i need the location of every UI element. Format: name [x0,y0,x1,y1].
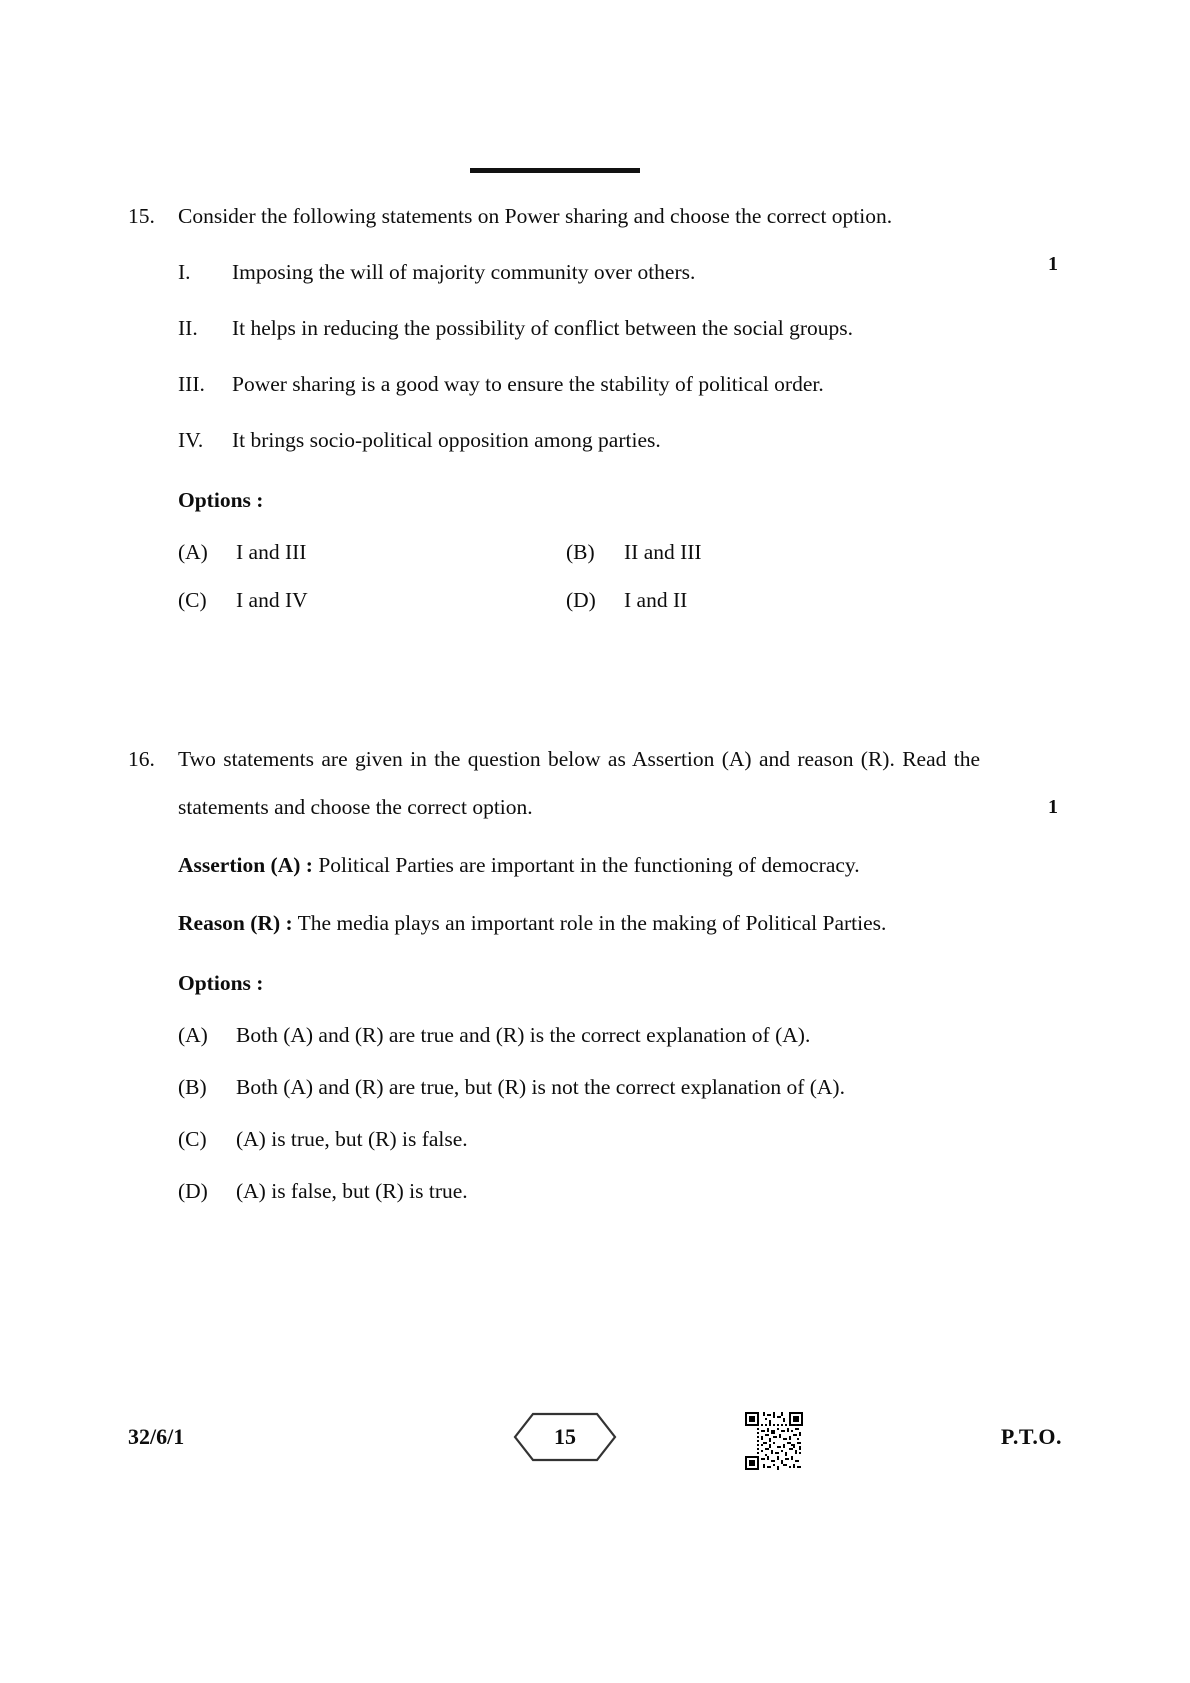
assertion-text: Political Parties are important in the functioning of democracy. [318,853,860,877]
turn-over-label: P.T.O. [1000,1424,1062,1449]
reason-text: The media plays an important role in the making of Political Parties. [297,911,887,935]
question-block-15 [128,192,1058,624]
option-key: (B) [566,540,595,564]
question-16-marks: 1 [1048,796,1058,818]
statement-text: It brings socio-political opposition among parties. [232,428,661,452]
option-key: (C) [178,588,207,612]
option-b[interactable] [178,1063,976,1111]
reason-label: Reason (R) : [178,911,293,935]
option-key: (A) [178,540,208,564]
option-d[interactable] [178,1167,976,1215]
question-15-options [178,528,1058,624]
option-text: II and III [624,540,702,564]
statement-text: It helps in reducing the possibility of conflict between the social groups. [232,316,853,340]
statement-text: Imposing the will of majority community over others. [232,260,696,284]
question-15-statements [128,248,1058,464]
option-row [178,576,1058,624]
option-key: (D) [566,588,596,612]
option-text: (A) is true, but (R) is false. [236,1127,468,1151]
statement-item [128,416,980,464]
option-a[interactable] [178,528,566,576]
question-15-options-heading: Options : [178,488,264,512]
option-c[interactable] [178,576,566,624]
section-divider-rule [470,168,640,173]
option-key: (A) [178,1023,208,1047]
option-key: (B) [178,1075,207,1099]
assertion-block [178,841,980,889]
reason-block [178,899,980,947]
question-16-text: Two statements are given in the question below as Assertion (A) and reason (R). Read the statements and choose the correct option. [178,747,980,819]
option-text: (A) is false, but (R) is true. [236,1179,468,1203]
option-key: (C) [178,1127,207,1151]
question-16-options [178,1011,1058,1215]
question-16-header [128,735,1058,831]
statement-item [128,304,980,352]
option-c[interactable] [178,1115,976,1163]
qr-code [745,1412,803,1470]
option-b[interactable] [566,528,954,576]
option-text: I and III [236,540,307,564]
option-d[interactable] [566,576,954,624]
question-block-16 [128,735,1058,1215]
statement-roman-numeral: I. [178,260,191,284]
option-a[interactable] [178,1011,976,1059]
option-text: I and IV [236,588,308,612]
statement-roman-numeral: III. [178,372,205,396]
option-key: (D) [178,1179,208,1203]
statement-roman-numeral: II. [178,316,198,340]
option-text: I and II [624,588,688,612]
question-15-marks: 1 [1048,253,1058,275]
page-number-badge [513,1412,617,1462]
question-15-number: 15. [128,204,155,228]
option-text: Both (A) and (R) are true, but (R) is not the correct explanation of (A). [236,1075,845,1099]
option-text: Both (A) and (R) are true and (R) is the correct explanation of (A). [236,1023,811,1047]
page-number: 15 [554,1424,576,1449]
statement-item [128,360,980,408]
statement-text: Power sharing is a good way to ensure the stability of political order. [232,372,824,396]
question-16-options-heading: Options : [178,971,264,995]
question-16-number: 16. [128,747,155,771]
page-footer [128,1410,1062,1490]
assertion-label: Assertion (A) : [178,853,313,877]
statement-item [128,248,980,296]
question-15-text: Consider the following statements on Power sharing and choose the correct option. [178,204,893,228]
statement-roman-numeral: IV. [178,428,204,452]
option-row [178,528,1058,576]
paper-code: 32/6/1 [128,1424,185,1449]
